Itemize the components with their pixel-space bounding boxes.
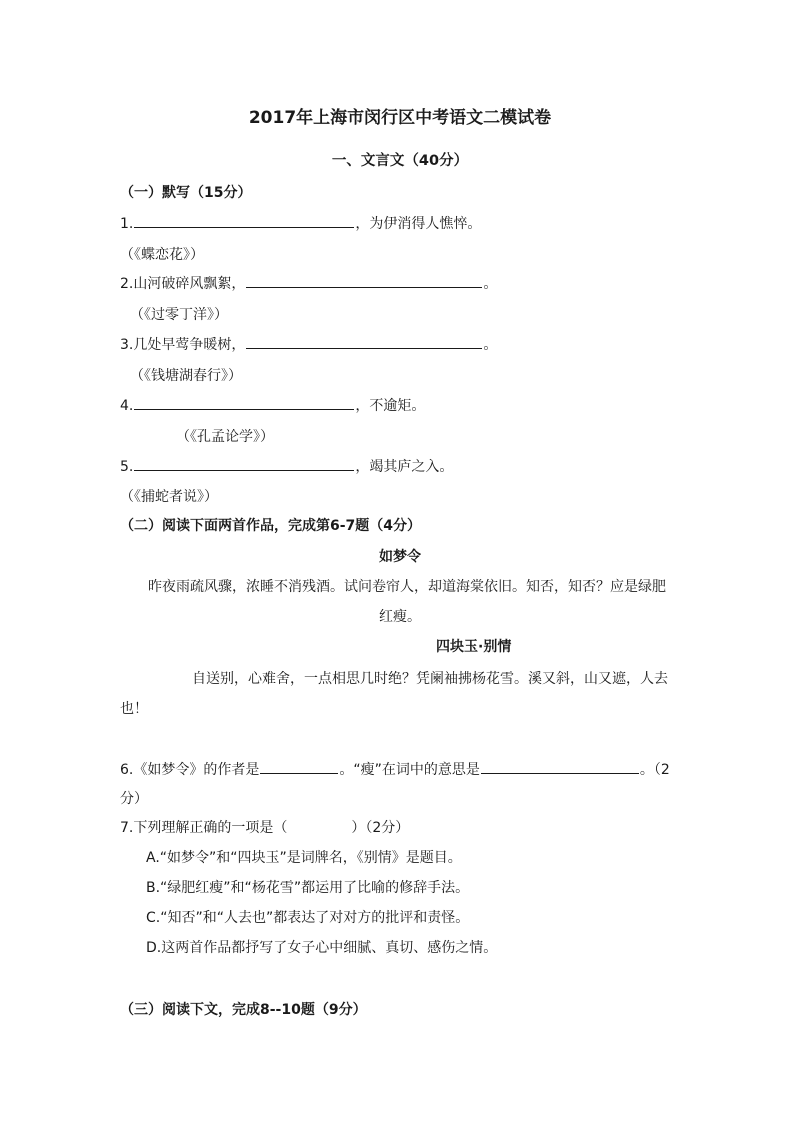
section-heading: 一、文言文（40分） xyxy=(331,153,469,169)
option-b: B.“绿肥红瘦”和“杨花雪”都运用了比喻的修辞手法。 xyxy=(146,880,470,896)
question-2 xyxy=(120,273,497,294)
question-text: ，为伊消得人憔悴。 xyxy=(355,216,482,232)
question-6 xyxy=(120,759,670,780)
answer-blank[interactable] xyxy=(134,395,354,410)
source-note: （《过零丁洋》） xyxy=(130,307,228,323)
question-text: 6.《如梦令》的作者是 xyxy=(120,762,260,778)
poem-line: 也！ xyxy=(120,701,148,717)
poem-line: 红瘦。 xyxy=(379,609,421,625)
option-a: A.“如梦令”和“四块玉”是词牌名，《别情》是题目。 xyxy=(146,850,462,866)
question-text: 。（2 xyxy=(639,762,670,778)
question-text: ，不逾矩。 xyxy=(355,398,426,414)
poem-line: 自送别，心难舍，一点相思几时绝？凭阑袖拂杨花雪。溪又斜，山又遮，人去 xyxy=(192,671,668,687)
answer-blank[interactable] xyxy=(246,273,482,288)
question-number: 4. xyxy=(120,398,134,414)
part-heading: （一）默写（15分） xyxy=(120,185,252,201)
poem-title: 四块玉·别情 xyxy=(436,639,512,655)
answer-blank[interactable] xyxy=(134,213,354,228)
question-number: 1. xyxy=(120,216,134,232)
answer-blank[interactable] xyxy=(134,456,354,471)
answer-blank[interactable] xyxy=(246,334,482,349)
question-5 xyxy=(120,456,453,477)
part-heading: （二）阅读下面两首作品，完成第6-7题（4分） xyxy=(120,518,422,534)
question-4 xyxy=(120,395,425,416)
question-number: 5. xyxy=(120,459,134,475)
question-text: 2.山河破碎风飘絮， xyxy=(120,276,246,292)
question-1 xyxy=(120,213,481,234)
poem-line: 昨夜雨疏风骤，浓睡不消残酒。试问卷帘人，却道海棠依旧。知否，知否？应是绿肥 xyxy=(148,579,666,595)
answer-blank[interactable] xyxy=(481,759,639,774)
page-title: 2017年上海市闵行区中考语文二模试卷 xyxy=(248,108,552,128)
source-note: （《孔孟论学》） xyxy=(176,429,274,445)
question-text: ，竭其庐之入。 xyxy=(355,459,454,475)
source-note: （《蝶恋花》） xyxy=(120,247,204,263)
question-text: 3.几处早莺争暖树， xyxy=(120,337,246,353)
question-7 xyxy=(120,818,409,838)
question-text: 。 xyxy=(483,337,498,353)
answer-blank[interactable] xyxy=(260,759,338,774)
question-text: 。 xyxy=(483,276,498,292)
question-text: 7.下列理解正确的一项是（ xyxy=(120,820,288,836)
option-d: D.这两首作品都抒写了女子心中细腻、真切、感伤之情。 xyxy=(146,940,498,956)
source-note: （《捕蛇者说》） xyxy=(120,489,218,505)
part-heading: （三）阅读下文，完成8--10题（9分） xyxy=(120,1002,367,1018)
option-c: C.“知否”和“人去也”都表达了对对方的批评和责怪。 xyxy=(146,910,470,926)
question-3 xyxy=(120,334,497,355)
source-note: （《钱塘湖春行》） xyxy=(130,368,242,384)
question-text: 。“瘦”在词中的意思是 xyxy=(339,762,480,778)
question-text: ）（2分） xyxy=(351,820,410,836)
question-score: 分） xyxy=(120,791,148,807)
poem-title: 如梦令 xyxy=(379,549,421,565)
